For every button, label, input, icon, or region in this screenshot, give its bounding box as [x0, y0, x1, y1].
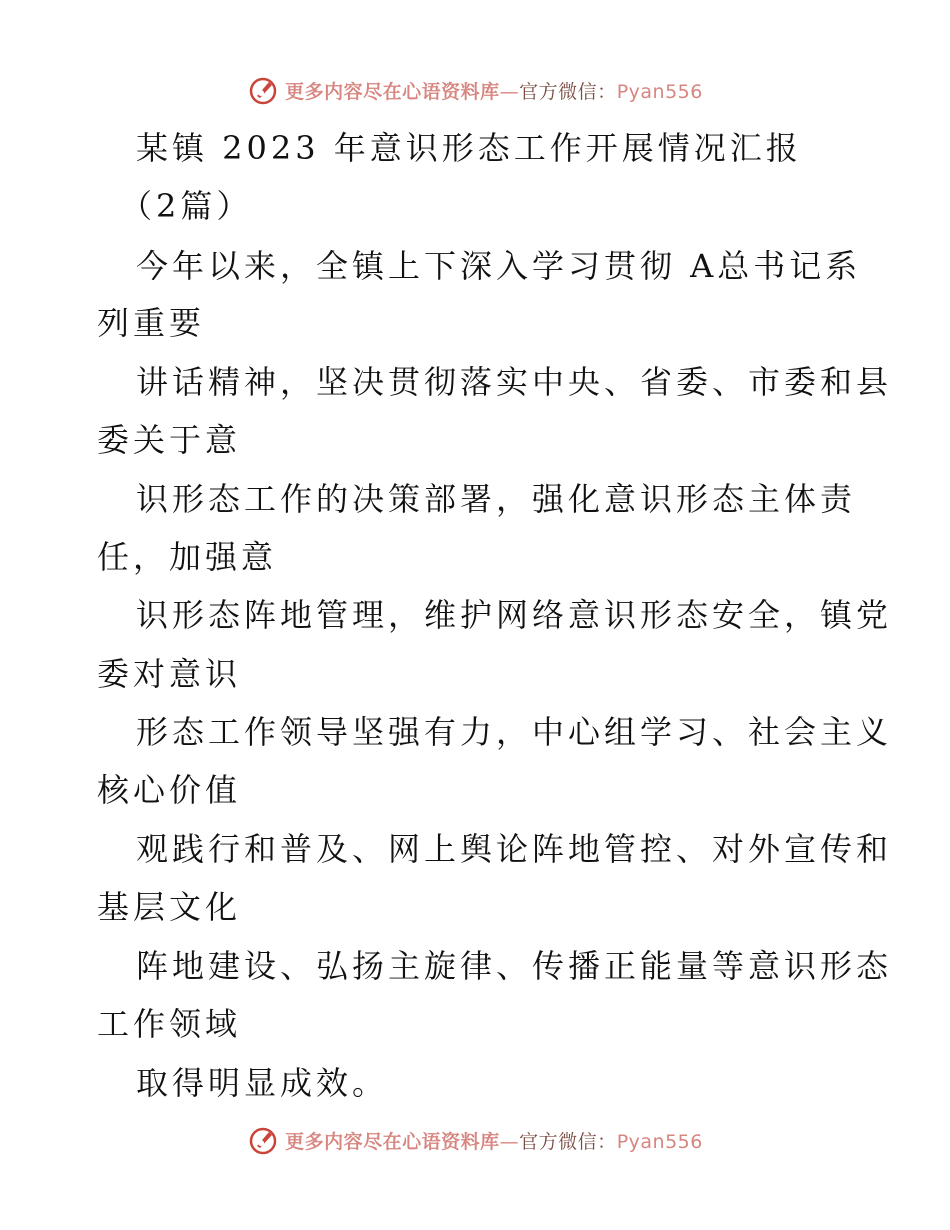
- watermark-main: 更多内容尽在心语资料库: [285, 1130, 500, 1153]
- paragraph-line: 观践行和普及、网上舆论阵地管控、对外宣传和: [136, 830, 893, 868]
- paragraph-line: 基层文化: [97, 888, 242, 926]
- watermark-text: [285, 1127, 703, 1154]
- watermark-text: [285, 77, 703, 104]
- paragraph-line: 阵地建设、弘扬主旋律、传播正能量等意识形态: [136, 947, 893, 985]
- document-subtitle: （2篇）: [120, 187, 253, 225]
- watermark-label: 官方微信：: [519, 80, 617, 103]
- watermark-id: Pyan556: [616, 80, 703, 103]
- watermark-label: 官方微信：: [519, 1130, 617, 1153]
- watermark-separator: —: [499, 80, 520, 103]
- document-title: 某镇 2023 年意识形态工作开展情况汇报: [136, 129, 802, 167]
- paragraph-line: 任，加强意: [97, 538, 278, 576]
- paragraph-line: 识形态工作的决策部署，强化意识形态主体责: [136, 480, 857, 518]
- quill-seal-icon: [247, 1124, 279, 1156]
- paragraph-line: 列重要: [97, 304, 206, 342]
- paragraph-line: 核心价值: [97, 771, 242, 809]
- watermark-footer: [0, 1120, 950, 1160]
- paragraph-line: 工作领域: [97, 1005, 242, 1043]
- paragraph-line: 今年以来，全镇上下深入学习贯彻 A总书记系: [136, 247, 862, 285]
- watermark-separator: —: [499, 1130, 520, 1153]
- watermark-header: [0, 70, 950, 110]
- paragraph-line: 取得明显成效。: [136, 1064, 389, 1102]
- watermark-main: 更多内容尽在心语资料库: [285, 80, 500, 103]
- paragraph-line: 委关于意: [97, 421, 242, 459]
- paragraph-line: 委对意识: [97, 655, 242, 693]
- paragraph-line: 识形态阵地管理，维护网络意识形态安全，镇党: [136, 596, 893, 634]
- paragraph-line: 讲话精神，坚决贯彻落实中央、省委、市委和县: [136, 363, 893, 401]
- quill-seal-icon: [247, 74, 279, 106]
- paragraph-line: 形态工作领导坚强有力，中心组学习、社会主义: [136, 713, 893, 751]
- watermark-id: Pyan556: [616, 1130, 703, 1153]
